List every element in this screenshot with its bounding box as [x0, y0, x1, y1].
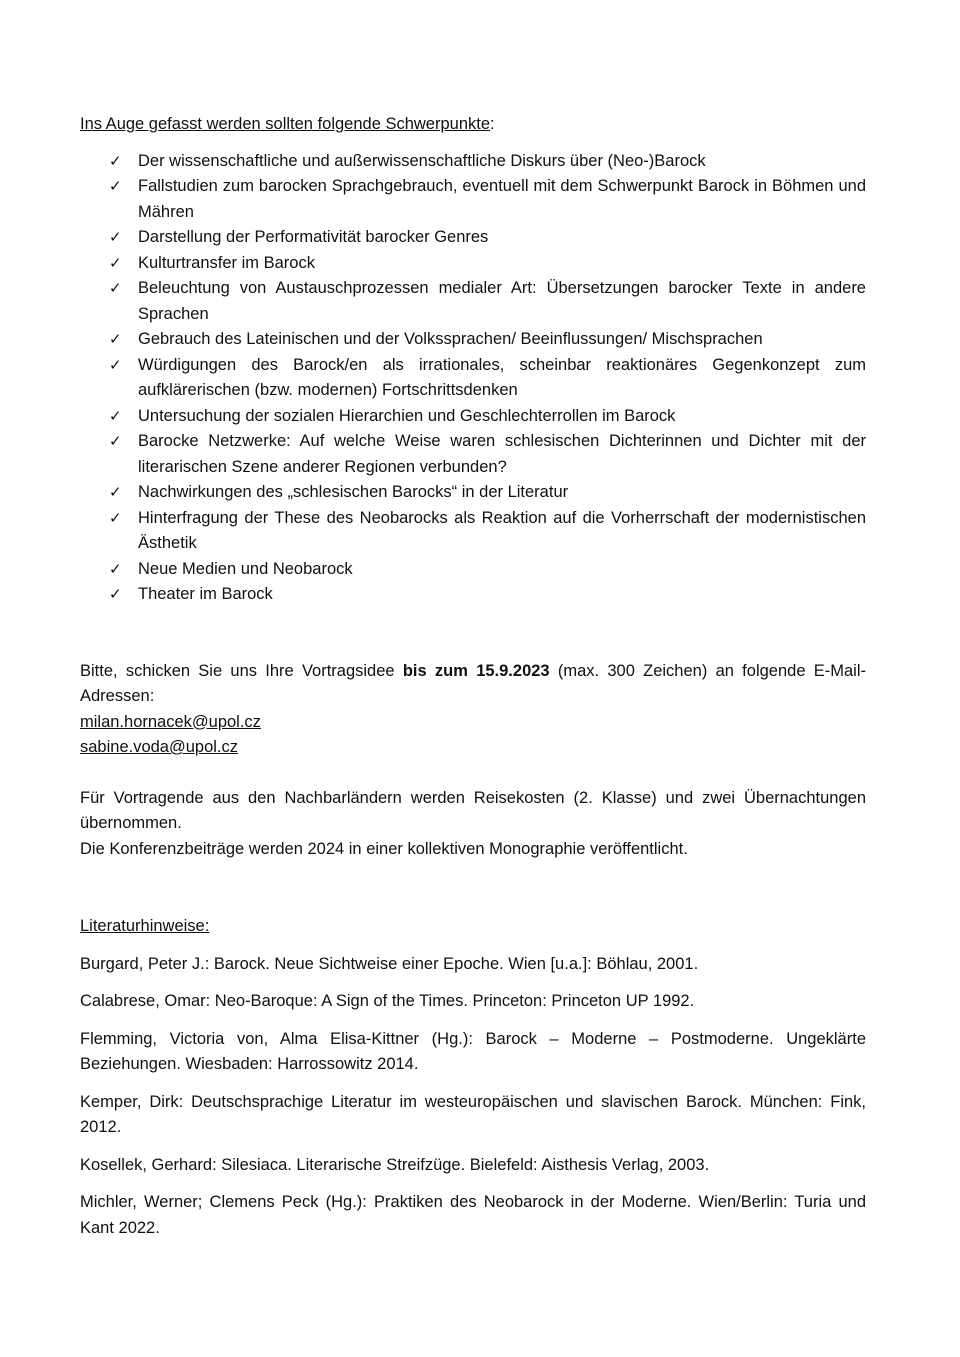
- checkmark-icon: ✓: [109, 483, 122, 501]
- email-link-hornacek[interactable]: milan.hornacek@upol.cz: [80, 712, 261, 731]
- topic-text: Fallstudien zum barocken Sprachgebrauch, eventuell mit dem Schwerpunkt Barock in Böhmen und Mähren: [138, 177, 866, 221]
- topic-item: [80, 582, 866, 608]
- topics-list: [80, 149, 866, 608]
- literature-item: Kemper, Dirk: Deutschsprachige Literatur im westeuropäischen und slavischen Barock. München: Fink, 2012.: [80, 1092, 866, 1136]
- literature-item: Michler, Werner; Clemens Peck (Hg.): Praktiken des Neobarock in der Moderne. Wien/Berlin: Turia und Kant 2022.: [80, 1193, 866, 1237]
- topics-heading-text: Ins Auge gefasst werden sollten folgende Schwerpunkte: [80, 115, 491, 133]
- topic-item: [80, 251, 866, 277]
- topic-item: [80, 404, 866, 430]
- topic-text: Der wissenschaftliche und außerwissenschaftliche Diskurs über (Neo-)Barock: [138, 151, 706, 170]
- topic-item: [80, 506, 866, 557]
- topic-item: [80, 557, 866, 583]
- topic-text: Hinterfragung der These des Neobarocks als Reaktion auf die Vorherrschaft der modernistischen Ästhetik: [138, 508, 866, 552]
- checkmark-icon: ✓: [109, 330, 122, 348]
- call-for-papers: [80, 659, 866, 710]
- checkmark-icon: ✓: [109, 355, 122, 374]
- topic-item: [80, 353, 866, 404]
- checkmark-icon: ✓: [109, 253, 122, 272]
- checkmark-icon: ✓: [109, 585, 122, 603]
- checkmark-icon: ✓: [109, 508, 122, 527]
- topic-item: [80, 276, 866, 327]
- topic-item: [80, 480, 866, 506]
- topic-text: Theater im Barock: [138, 585, 273, 603]
- checkmark-icon: ✓: [109, 279, 122, 297]
- topic-text: Neue Medien und Neobarock: [138, 559, 353, 578]
- literature-item: Calabrese, Omar: Neo-Baroque: A Sign of the Times. Princeton: Princeton UP 1992.: [80, 992, 695, 1010]
- topic-item: [80, 149, 866, 175]
- publication-note: Die Konferenzbeiträge werden 2024 in einer kollektiven Monographie veröffentlicht.: [80, 839, 688, 858]
- topic-text: Würdigungen des Barock/en als irrationales, scheinbar reaktionäres Gegenkonzept zum aufklärerischen (bzw. modernen) Fortschrittsdenken: [138, 355, 866, 399]
- topic-text: Gebrauch des Lateinischen und der Volkssprachen/ Beeinflussungen/ Mischsprachen: [138, 330, 763, 348]
- literature-heading-text: Literaturhinweise:: [80, 917, 210, 935]
- spacer: [80, 862, 866, 914]
- topic-item: [80, 327, 866, 353]
- call-text-after: (max. 300 Zeichen) an folgende E-Mail-Adressen:: [80, 661, 866, 705]
- topic-text: Nachwirkungen des „schlesischen Barocks“ in der Literatur: [138, 483, 569, 501]
- checkmark-icon: ✓: [109, 228, 122, 246]
- call-text-before: Bitte, schicken Sie uns Ihre Vortragsidee: [80, 661, 403, 680]
- travel-costs-note: Für Vortragende aus den Nachbarländern werden Reisekosten (2. Klasse) und zwei Übernachtungen übernommen.: [80, 788, 866, 832]
- literature-item: Kosellek, Gerhard: Silesiaca. Literarische Streifzüge. Bielefeld: Aisthesis Verlag, 2003.: [80, 1155, 710, 1174]
- checkmark-icon: ✓: [109, 151, 122, 170]
- checkmark-icon: ✓: [109, 406, 122, 425]
- checkmark-icon: ✓: [109, 177, 122, 195]
- topic-text: Barocke Netzwerke: Auf welche Weise waren schlesischen Dichterinnen und Dichter mit der literarischen Szene anderer Regionen verbunden?: [138, 432, 866, 476]
- topic-item: [80, 174, 866, 225]
- topics-heading: [80, 112, 866, 138]
- email-link-voda[interactable]: sabine.voda@upol.cz: [80, 738, 239, 756]
- spacer: [80, 761, 866, 786]
- topic-text: Untersuchung der sozialen Hierarchien und Geschlechterrollen im Barock: [138, 406, 676, 425]
- document-page: [80, 112, 866, 1253]
- topic-item: [80, 429, 866, 480]
- topics-heading-colon: :: [490, 115, 495, 133]
- spacer: [80, 608, 866, 659]
- deadline: bis zum 15.9.2023: [402, 661, 550, 680]
- topic-text: Beleuchtung von Austauschprozessen medialer Art: Übersetzungen barocker Texte in andere Sprachen: [138, 279, 866, 323]
- literature-heading: [80, 914, 866, 940]
- literature-item: Burgard, Peter J.: Barock. Neue Sichtweise einer Epoche. Wien [u.a.]: Böhlau, 2001.: [80, 954, 699, 973]
- topic-text: Darstellung der Performativität barocker Genres: [138, 228, 489, 246]
- topic-text: Kulturtransfer im Barock: [138, 253, 315, 272]
- literature-item: Flemming, Victoria von, Alma Elisa-Kittner (Hg.): Barock – Moderne – Postmoderne. Ungeklärte Beziehungen. Wiesbaden: Harrossowitz 2014.: [80, 1029, 866, 1073]
- checkmark-icon: ✓: [109, 432, 122, 450]
- topic-item: [80, 225, 866, 251]
- checkmark-icon: ✓: [109, 559, 122, 578]
